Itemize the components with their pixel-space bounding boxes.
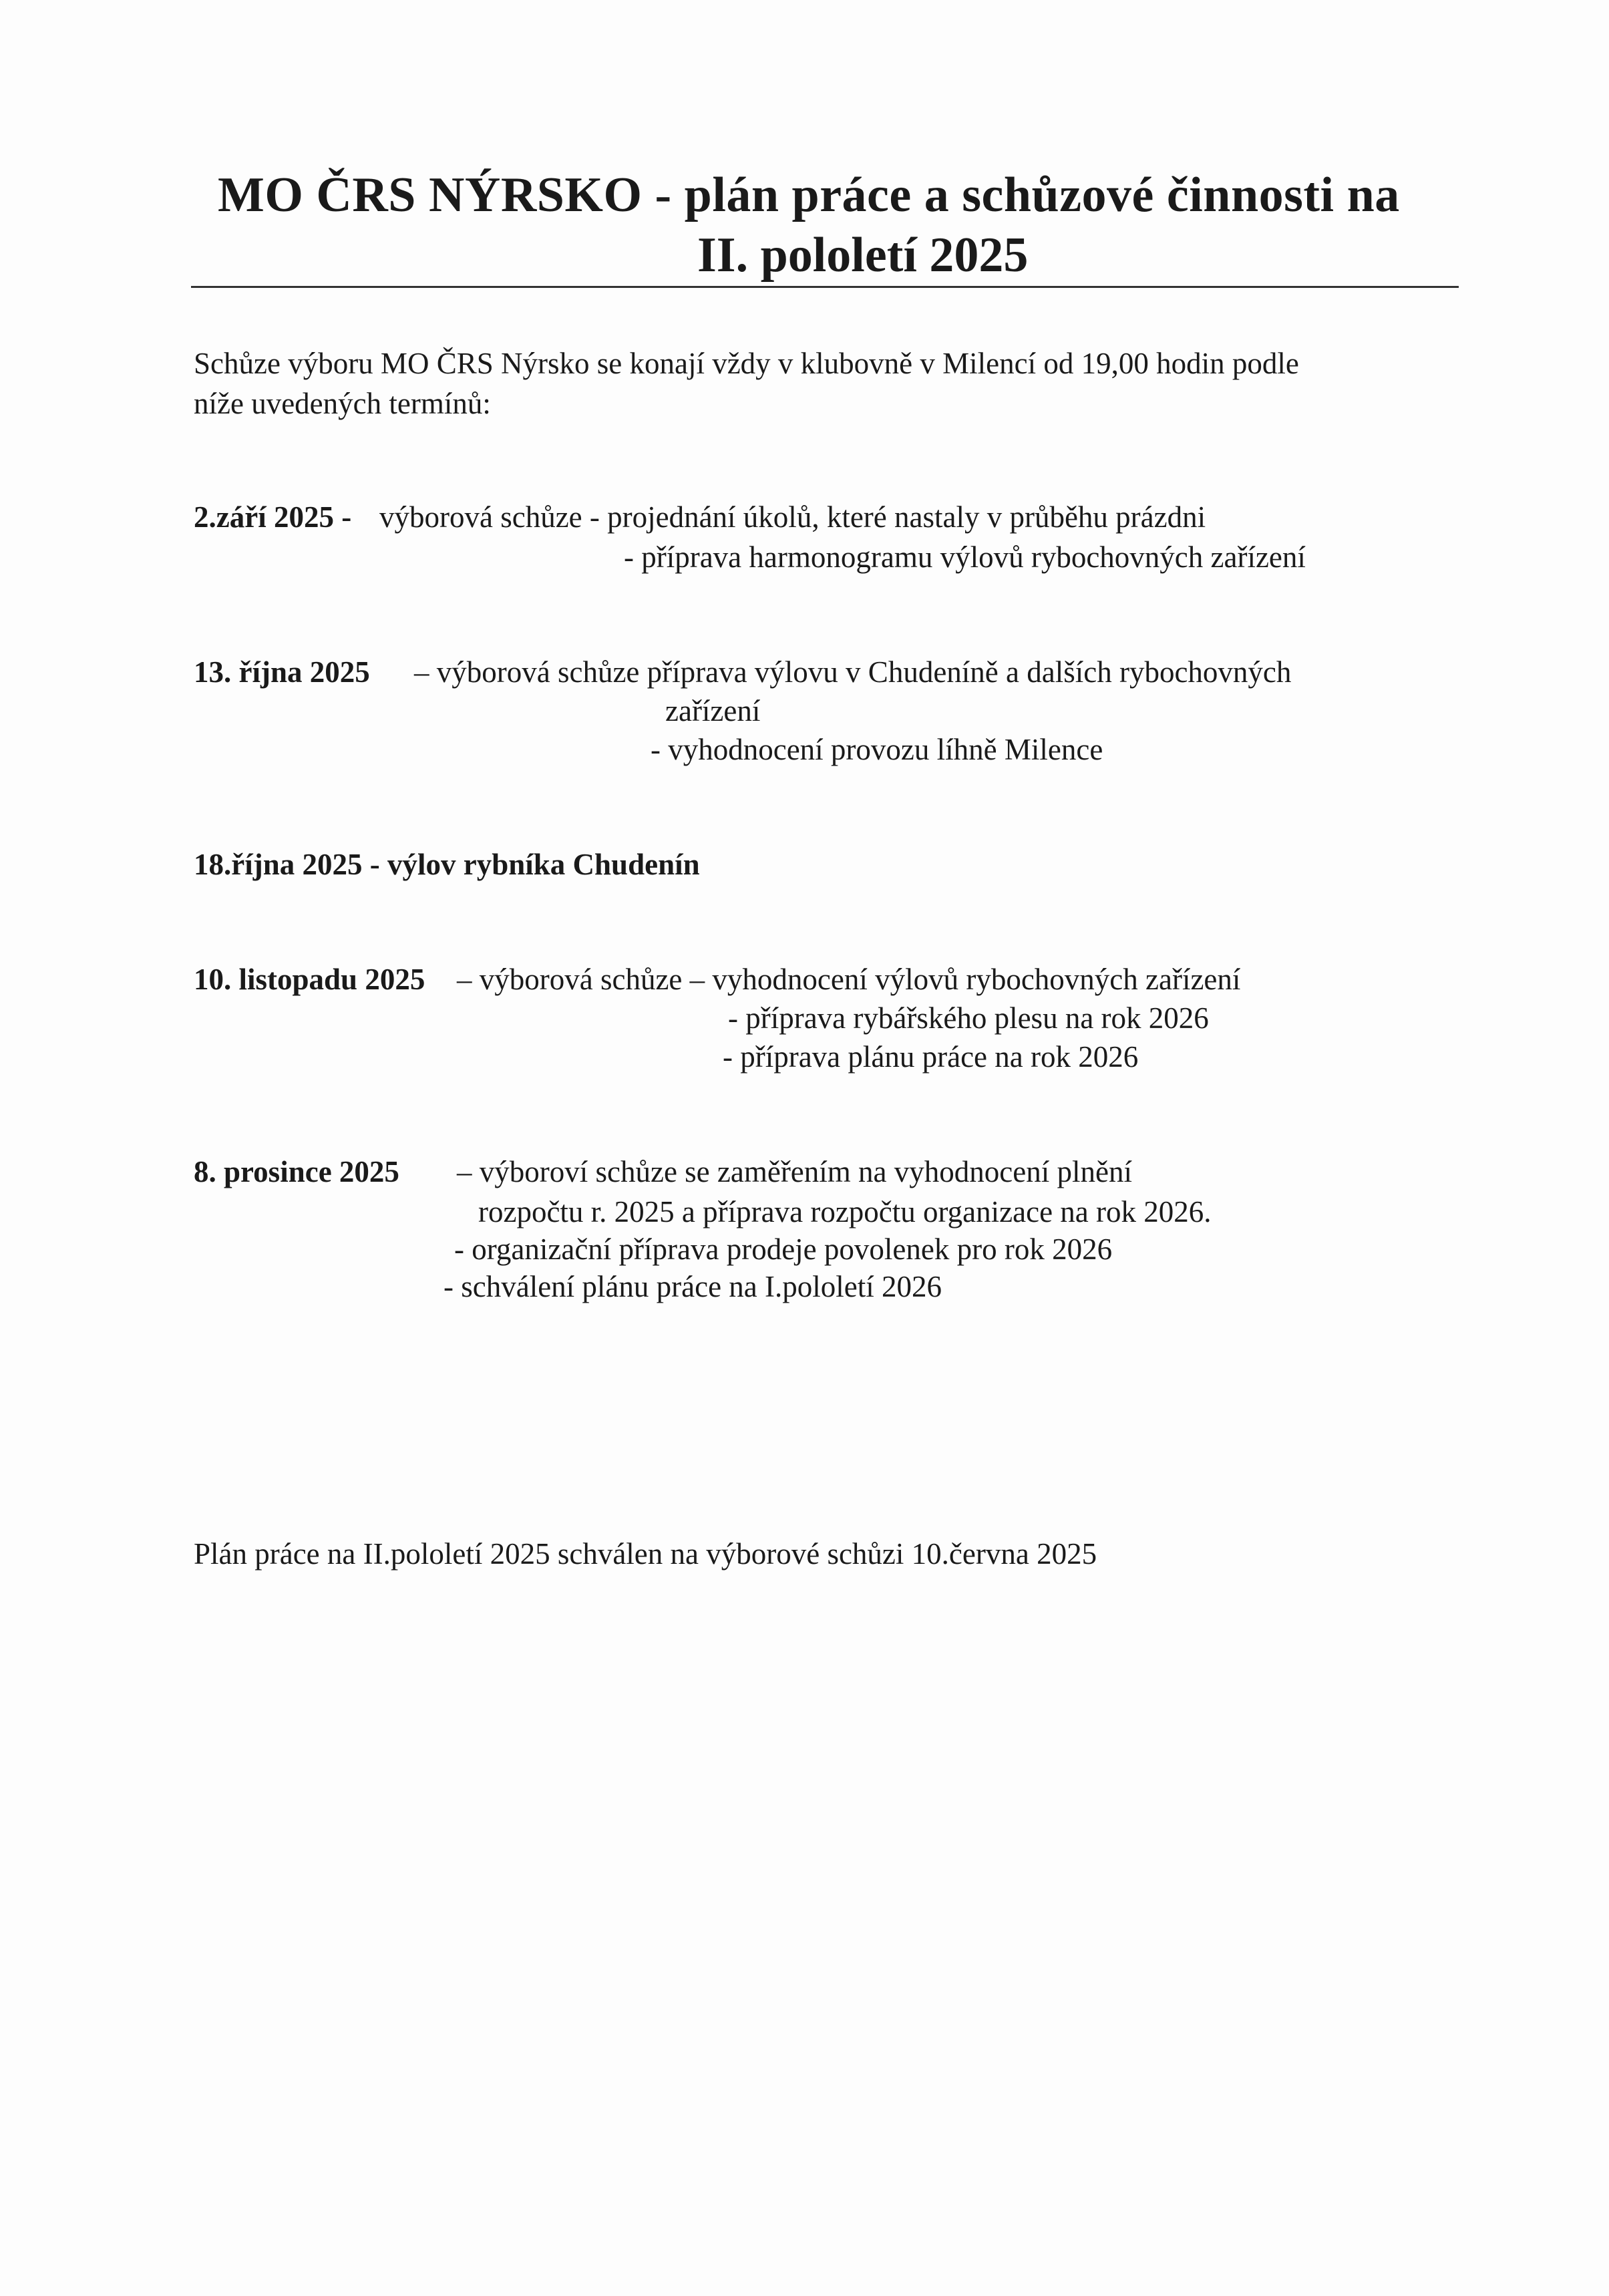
entry-line: - schválení plánu práce na I.pololetí 2026: [443, 1270, 942, 1303]
intro-text-line2: níže uvedených termínů:: [194, 387, 491, 420]
page-subtitle: II. pololetí 2025: [697, 228, 1029, 283]
title-divider: [191, 286, 1459, 288]
entry-line: - vyhodnocení provozu líhně Milence: [651, 733, 1103, 766]
entry-line: – výborová schůze příprava výlovu v Chudeníně a dalších rybochovných: [414, 655, 1292, 689]
entry-date-5: 8. prosince 2025: [194, 1155, 399, 1188]
entry-line: - příprava harmonogramu výlovů rybochovných zařízení: [624, 540, 1306, 574]
entry-line: - organizační příprava prodeje povolenek pro rok 2026: [454, 1233, 1113, 1266]
approval-note: Plán práce na II.pololetí 2025 schválen na výborové schůzi 10.června 2025: [194, 1537, 1097, 1571]
entry-line: výborová schůze - projednání úkolů, které nastaly v průběhu prázdni: [379, 500, 1206, 534]
entry-line: zařízení: [665, 694, 761, 727]
page-title: MO ČRS NÝRSKO - plán práce a schůzové činnosti na: [218, 168, 1400, 222]
entry-line: – výboroví schůze se zaměřením na vyhodnocení plnění: [457, 1155, 1132, 1188]
entry-line: - příprava rybářského plesu na rok 2026: [728, 1001, 1209, 1035]
entry-date-1: 2.září 2025 -: [194, 500, 352, 534]
entry-line: - příprava plánu práce na rok 2026: [723, 1040, 1139, 1074]
intro-text-line1: Schůze výboru MO ČRS Nýrsko se konají vždy v klubovně v Milencí od 19,00 hodin podle: [194, 347, 1299, 380]
entry-date-2: 13. října 2025: [194, 655, 370, 689]
entry-line: rozpočtu r. 2025 a příprava rozpočtu organizace na rok 2026.: [478, 1195, 1212, 1228]
entry-date-3: 18.října 2025 - výlov rybníka Chudenín: [194, 848, 700, 881]
entry-date-4: 10. listopadu 2025: [194, 963, 425, 996]
entry-line: – výborová schůze – vyhodnocení výlovů rybochovných zařízení: [457, 963, 1241, 996]
